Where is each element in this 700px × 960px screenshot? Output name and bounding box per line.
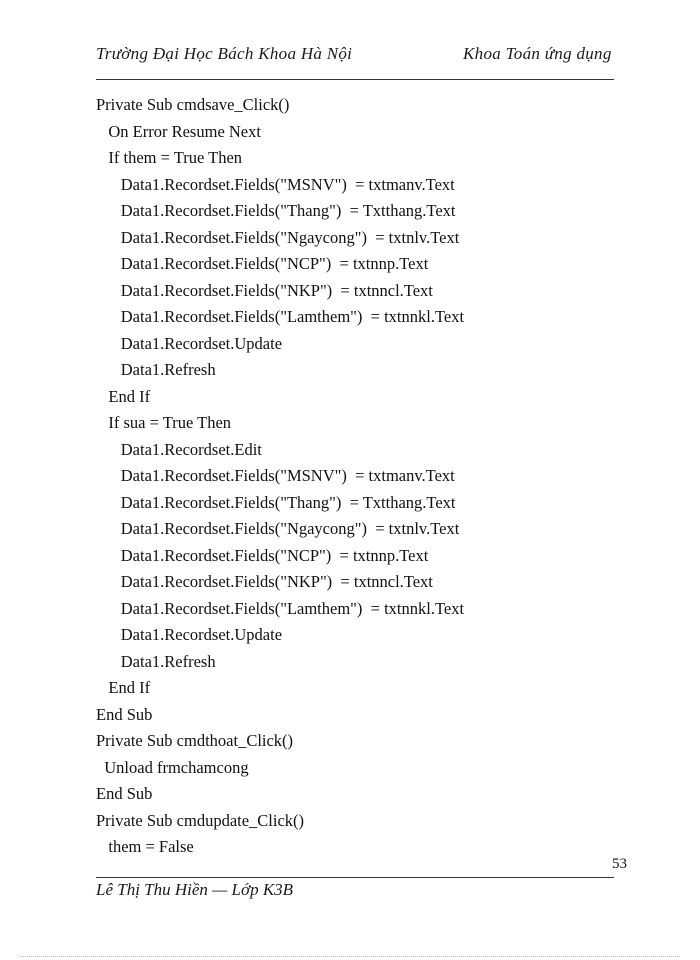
code-line: Data1.Recordset.Fields("MSNV") = txtmanv.Text <box>96 466 455 485</box>
code-line: Data1.Refresh <box>96 651 216 671</box>
code-line: Data1.Recordset.Fields("Ngaycong") = txtnlv.Text <box>96 227 460 247</box>
code-line: Data1.Recordset.Fields("Lamthem") = txtnnkl.Text <box>96 307 465 326</box>
code-line: Data1.Recordset.Fields("Thang") = Txtthang.Text <box>96 492 456 512</box>
code-line: If sua = True Then <box>96 413 232 432</box>
header-university: Trường Đại Học Bách Khoa Hà Nội <box>96 44 353 63</box>
code-line: Data1.Recordset.Fields("NCP") = txtnnp.Text <box>96 545 429 565</box>
code-line: Data1.Recordset.Fields("NKP") = txtnncl.Text <box>96 280 433 300</box>
code-line: Data1.Recordset.Update <box>96 625 283 644</box>
code-line: Data1.Recordset.Update <box>96 333 283 353</box>
code-line: End If <box>96 386 151 406</box>
header-department: Khoa Toán ứng dụng <box>463 44 612 63</box>
code-line: Data1.Recordset.Edit <box>96 439 262 459</box>
code-line: End Sub <box>96 704 153 724</box>
header-divider <box>96 79 614 80</box>
footer-author: Lê Thị Thu Hiền — Lớp K3B <box>96 880 294 899</box>
code-line: On Error Resume Next <box>96 121 261 141</box>
page-bottom-border <box>20 956 680 957</box>
footer-divider <box>96 877 614 878</box>
code-line: Data1.Recordset.Fields("NKP") = txtnncl.Text <box>96 572 433 591</box>
code-line: Data1.Recordset.Fields("Thang") = Txtthang.Text <box>96 201 456 220</box>
code-line: them = False <box>96 837 194 856</box>
code-line: Private Sub cmdthoat_Click() <box>96 731 294 750</box>
code-line: Private Sub cmdupdate_Click() <box>96 810 305 830</box>
code-listing <box>96 92 464 861</box>
page-number: 53 <box>612 856 627 872</box>
code-line: Data1.Recordset.Fields("Lamthem") = txtnnkl.Text <box>96 598 465 618</box>
code-line: Data1.Refresh <box>96 360 216 379</box>
code-line: End Sub <box>96 784 153 803</box>
code-line: End If <box>96 678 151 697</box>
code-line: If them = True Then <box>96 148 243 167</box>
code-line: Data1.Recordset.Fields("Ngaycong") = txtnlv.Text <box>96 519 460 538</box>
code-line: Private Sub cmdsave_Click() <box>96 95 290 114</box>
code-line: Data1.Recordset.Fields("NCP") = txtnnp.Text <box>96 254 429 273</box>
code-line: Unload frmchamcong <box>96 757 249 777</box>
code-line: Data1.Recordset.Fields("MSNV") = txtmanv.Text <box>96 174 455 194</box>
